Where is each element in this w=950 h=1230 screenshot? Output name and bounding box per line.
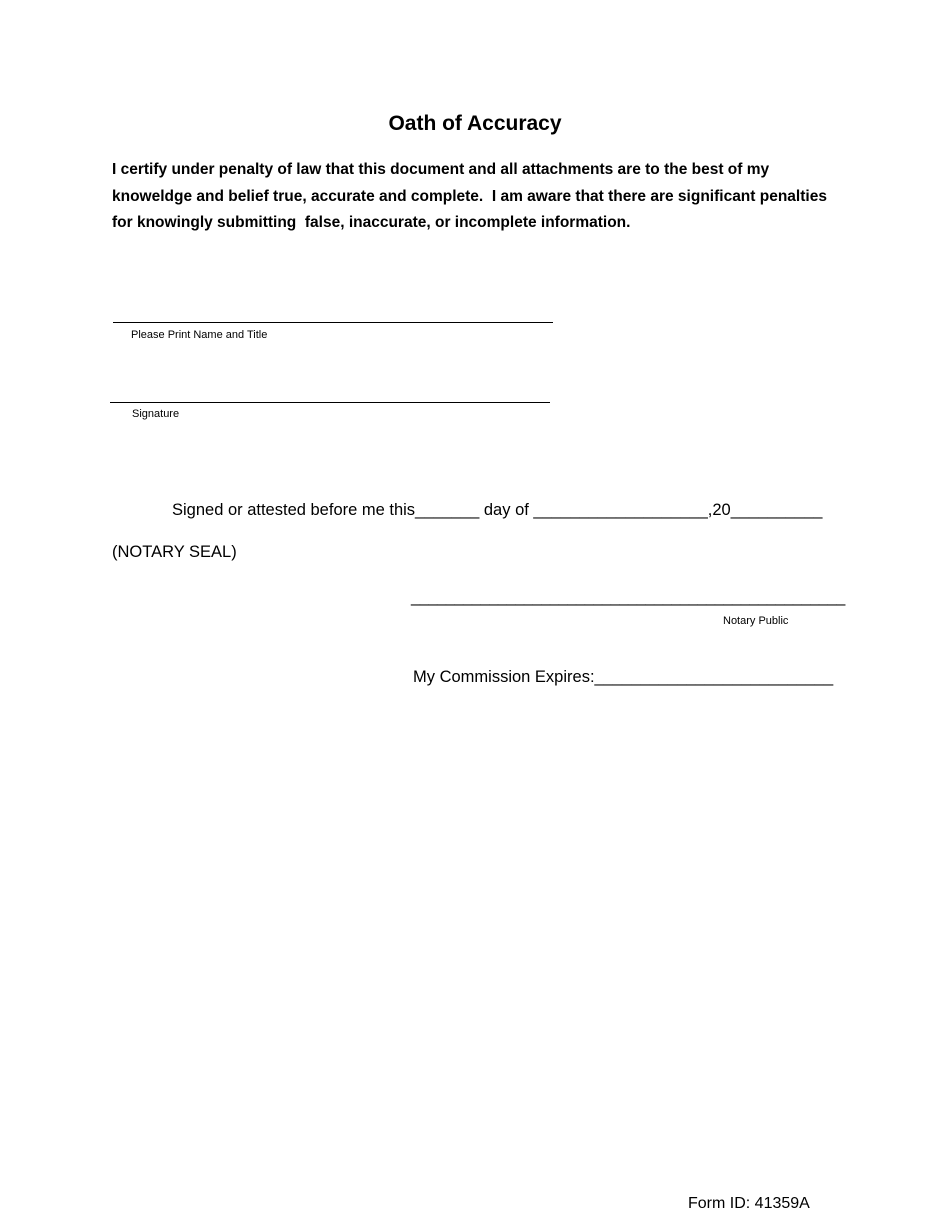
commission-expires-line: My Commission Expires:__________________________ (413, 668, 834, 686)
document-title: Oath of Accuracy (388, 112, 562, 135)
notary-public-label: Notary Public (723, 615, 789, 627)
notary-signature-line: __________________________________________________ (411, 588, 845, 606)
attestation-line: Signed or attested before me this_______ day of ___________________,20__________ (172, 501, 823, 519)
name-title-label: Please Print Name and Title (131, 329, 268, 341)
signature-line (110, 402, 550, 403)
form-id: Form ID: 41359A (688, 1195, 810, 1212)
name-title-signature-line (113, 322, 553, 323)
certification-paragraph: I certify under penalty of law that this document and all attachments are to the best of my knoweldge and belief true, accurate and complete. I am aware that there are significant penalties for knowingly submitting false, inaccurate, or incomplete information. (112, 161, 832, 231)
signature-label: Signature (132, 408, 180, 420)
notary-seal-label: (NOTARY SEAL) (112, 543, 237, 561)
